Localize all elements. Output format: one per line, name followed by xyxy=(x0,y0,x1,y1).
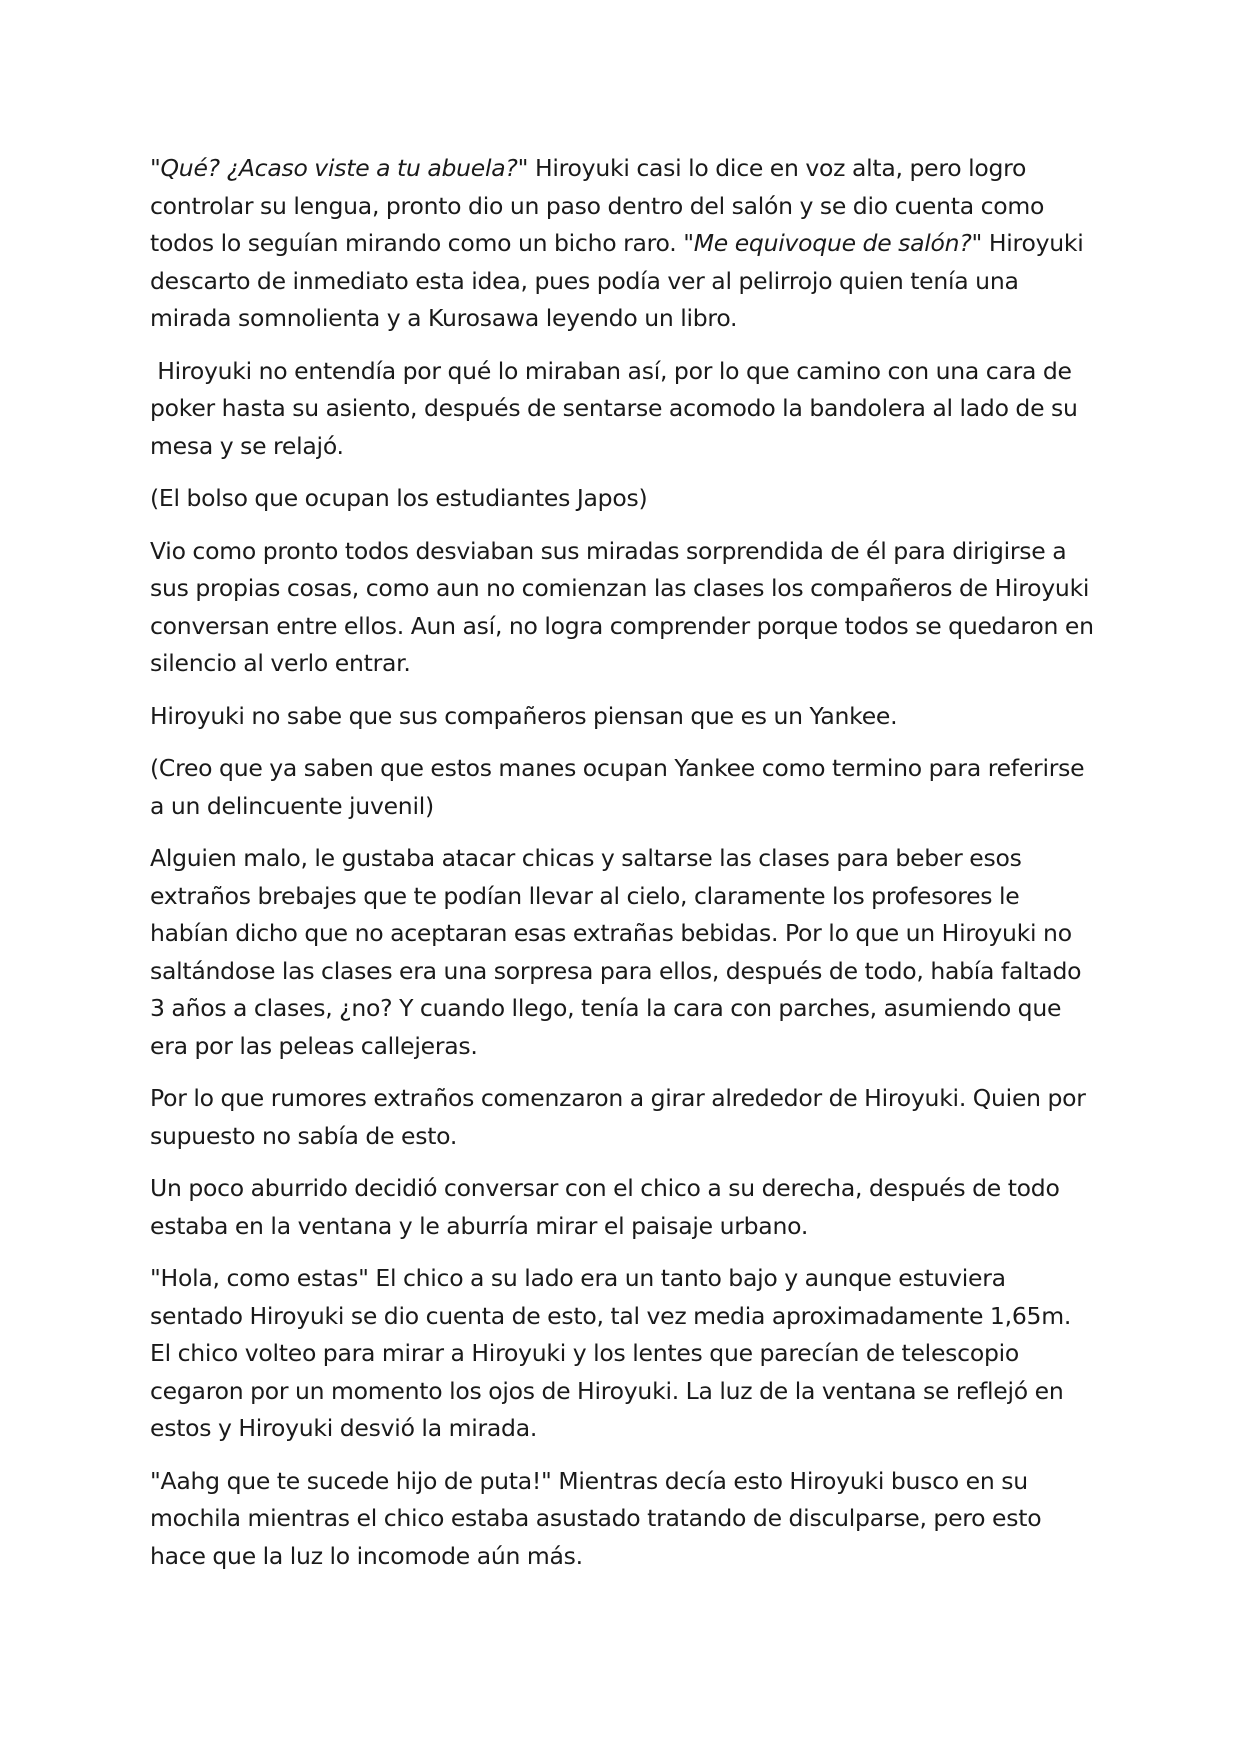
paragraph-7 xyxy=(150,840,1098,1065)
narration: Vio como pronto todos desviaban sus miradas sorprendida de él para dirigirse a sus propias cosas, como aun no comienzan las clases los compañeros de Hiroyuki conversan entre ellos. Aun así, no logra comprender porque todos se quedaron en silencio al verlo entrar. xyxy=(150,536,1094,677)
narration: Hiroyuki no sabe que sus compañeros piensan que es un Yankee. xyxy=(150,701,898,730)
paragraph-3 xyxy=(150,480,1098,518)
paragraph-5 xyxy=(150,698,1098,736)
author-note: (El bolso que ocupan los estudiantes Japos) xyxy=(150,484,648,512)
narration: Hiroyuki descarto de inmediato esta idea, pues podía ver al pelirrojo quien tenía una mirada somnolienta y a Kurosawa leyendo un libro. xyxy=(150,229,1084,332)
paragraph-2 xyxy=(150,353,1098,466)
narration: Un poco aburrido decidió conversar con el chico a su derecha, después de todo estaba en la ventana y le aburría mirar el paisaje urbano. xyxy=(150,1174,1060,1240)
inner-thought: "Qué? ¿Acaso viste a tu abuela?" xyxy=(150,154,529,182)
narration: Hiroyuki no entendía por qué lo miraban así, por lo que camino con una cara de poker hasta su asiento, después de sentarse acomodo la bandolera al lado de su mesa y se relajó. xyxy=(150,356,1085,460)
paragraph-11 xyxy=(150,1463,1098,1576)
author-note: (Creo que ya saben que estos manes ocupan Yankee como termino para referirse a un delincuente juvenil) xyxy=(150,754,1085,820)
paragraph-9 xyxy=(150,1170,1098,1245)
narration: Hiroyuki casi lo dice en voz alta, pero logro controlar su lengua, pronto dio un paso dentro del salón y se dio cuenta como todos lo seguían mirando como un bicho raro. xyxy=(150,154,1045,257)
narration: Alguien malo, le gustaba atacar chicas y saltarse las clases para beber esos extraños brebajes que te podían llevar al cielo, claramente los profesores le habían dicho que no aceptaran esas extrañas bebidas. Por lo que un Hiroyuki no saltándose las clases era una sorpresa para ellos, después de todo, había faltado 3 años a clases, ¿no? Y cuando llego, tenía la cara con parches, asumiendo que era por las peleas callejeras. xyxy=(150,844,1082,1060)
document-page xyxy=(150,150,1098,1590)
paragraph-8 xyxy=(150,1080,1098,1155)
paragraph-6 xyxy=(150,750,1098,825)
paragraph-10 xyxy=(150,1260,1098,1448)
dialogue: "Aahg que te sucede hijo de puta!" Mientras decía esto Hiroyuki busco en su mochila mientras el chico estaba asustado tratando de disculparse, pero esto hace que la luz lo incomode aún más. xyxy=(150,1466,1042,1570)
narration: Por lo que rumores extraños comenzaron a girar alrededor de Hiroyuki. Quien por supuesto no sabía de esto. xyxy=(150,1084,1086,1150)
paragraph-1 xyxy=(150,150,1098,338)
dialogue: "Hola, como estas" El chico a su lado era un tanto bajo y aunque estuviera sentado Hiroyuki se dio cuenta de esto, tal vez media aproximadamente 1,65m. El chico volteo para mirar a Hiroyuki y los lentes que parecían de telescopio cegaron por un momento los ojos de Hiroyuki. La luz de la ventana se reflejó en estos y Hiroyuki desvió la mirada. xyxy=(150,1264,1072,1442)
paragraph-4 xyxy=(150,533,1098,683)
inner-thought: "Me equivoque de salón?" xyxy=(683,229,983,257)
